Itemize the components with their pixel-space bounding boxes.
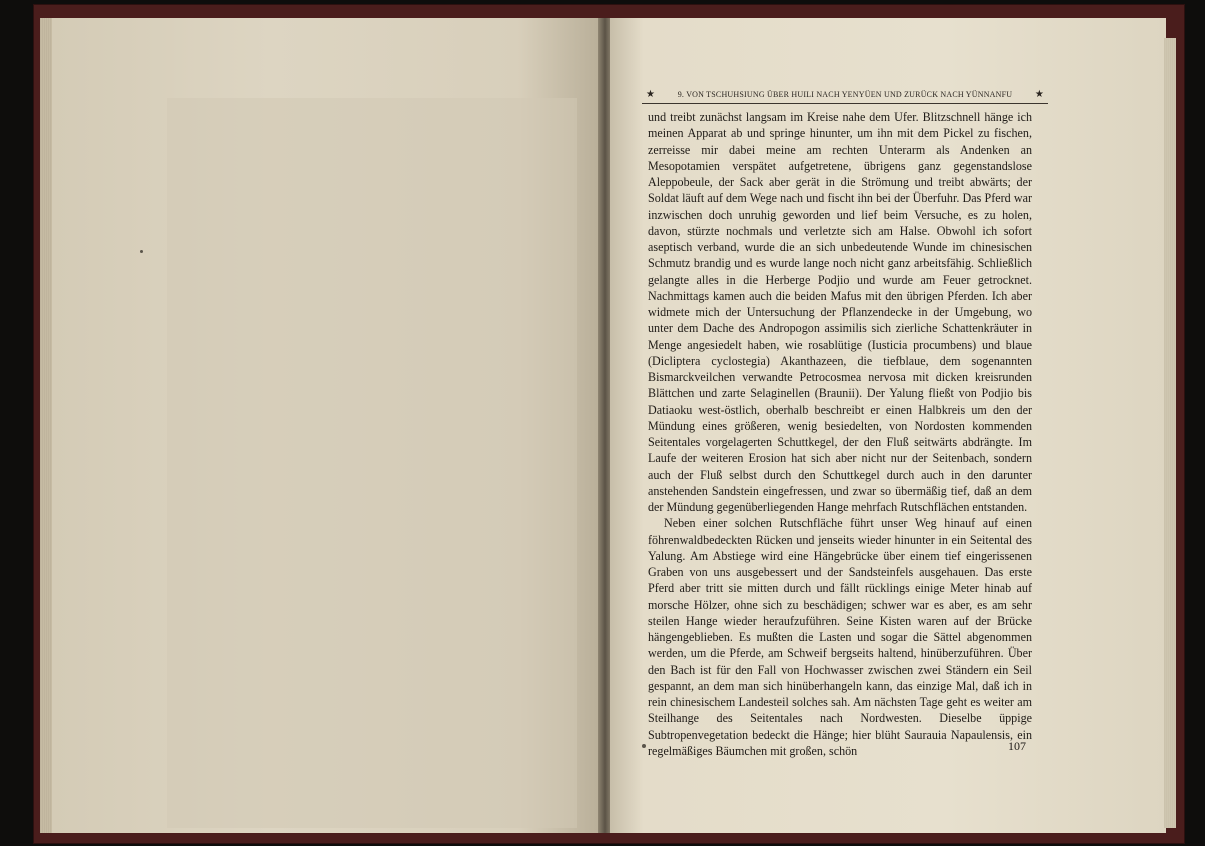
left-page-blank [52,18,600,833]
paper-speck [642,744,646,748]
star-ornament-icon: ★ [646,89,656,100]
page-number: 107 [1008,739,1026,753]
running-head-title: 9. VON TSCHUHSIUNG ÜBER HUILI NACH YENYÜEN UND ZURÜCK NACH YÜNNANFU [677,90,1013,99]
paragraph: und treibt zunächst langsam im Kreise nahe dem Ufer. Blitzschnell hänge ich meinen Apparat ab und springe hinunter, um ihn mit dem Pickel zu fischen, zerreisse mir dabei meine am rechten Unterarm als Andenken an Mesopotamien verspätet aufgetretene, übrigens ganz gegenstandslose Aleppobeule, der Sack aber gerät in die Strömung und treibt abwärts; der Soldat läuft auf dem Wege nach und fischt ihn bei der Überfuhr. Das Pferd war inzwischen doch unruhig geworden und lief beim Versuche, es zu holen, davon, stürzte nochmals und verletzte sich am Halse. Obwohl ich sofort aseptisch verband, wurde die an sich unbedeutende Wunde im chinesischen Schmutz brandig und es wurde lange noch nicht ganz arbeitsfähig. Schließlich gelangte alles in die Herberge Podjio und wurde am Feuer getrocknet. Nachmittags kamen auch die beiden Mafus mit den übrigen Pferden. Ich aber widmete mich der Untersuchung der Pflanzendecke in der Umgebung, wo unter dem Dache des Andropogon assimilis sich zierliche Schattenkräuter in Menge angesiedelt haben, wie rosablütige (Iusticia procumbens) und blaue (Dicliptera cyclostegia) Akanthazeen, die tiefblaue, dem sogenannten Bismarckveilchen verwandte Petrocosmea nervosa mit dicken kreisrunden Blättchen und zarte Selaginellen (Braunii). Der Yalung fließt von Podjio bis Datiaoku west-östlich, oberhalb beschreibt er einen Halbkreis um den der Mündung eines größeren, wenig besiedelten, von Nordosten kommenden Seitentales vorgelagerten Schuttkegel, der den Fluß seitwärts abdrängte. Im Laufe der weiteren Erosion hat sich aber nicht nur der Seitenbach, sondern auch der Fluß selbst durch den Schuttkegel durch auch in den darunter anstehenden Sandstein eingefressen, und zwar so übermäßig tief, daß an dem der Mündung gegenüberliegenden Hange mehrfach Rutschflächen entstanden. [648,110,1032,514]
page-body-text [648,109,1032,759]
header-rule [642,103,1048,104]
right-page-edges [1164,38,1176,828]
running-head [640,90,1050,99]
paper-speck [140,250,143,253]
left-page-shadow [167,98,577,828]
star-ornament-icon: ★ [1034,89,1044,100]
paragraph: Neben einer solchen Rutschfläche führt unser Weg hinauf auf einen föhrenwaldbedeckten Rücken und jenseits wieder hinunter in ein Seitental des Yalung. Am Abstiege wird eine Hängebrücke über einem tief eingerissenen Graben von uns ausgebessert und der Sandsteinfels ausgehauen. Das erste Pferd aber tritt sie mitten durch und fällt rücklings einige Meter hinab auf morsche Hölzer, ohne sich zu beschädigen; schwer war es aber, es am sehr steilen Hange wieder heraufzuführen. Seine Kisten waren auf der Brücke hängengeblieben. Es mußten die Lasten und sogar die Sättel abgenommen werden, um die Pferde, am Schweif bergseits haltend, hinüberzuführen. Über den Bach ist für den Fall von Hochwasser zwischen zwei Ständern ein Seil gespannt, an dem man sich hinüberhangeln kann, das einzige Mal, daß ich in rein chinesischem Landesteil solches sah. Am nächsten Tage geht es weiter am Steilhange des Seitentales nach Nordwesten. Dieselbe üppige Subtropenvegetation bedeckt die Hänge; hier blüht Saurauia Napaulensis, ein regelmäßiges Bäumchen mit großen, schön [648,516,1032,758]
